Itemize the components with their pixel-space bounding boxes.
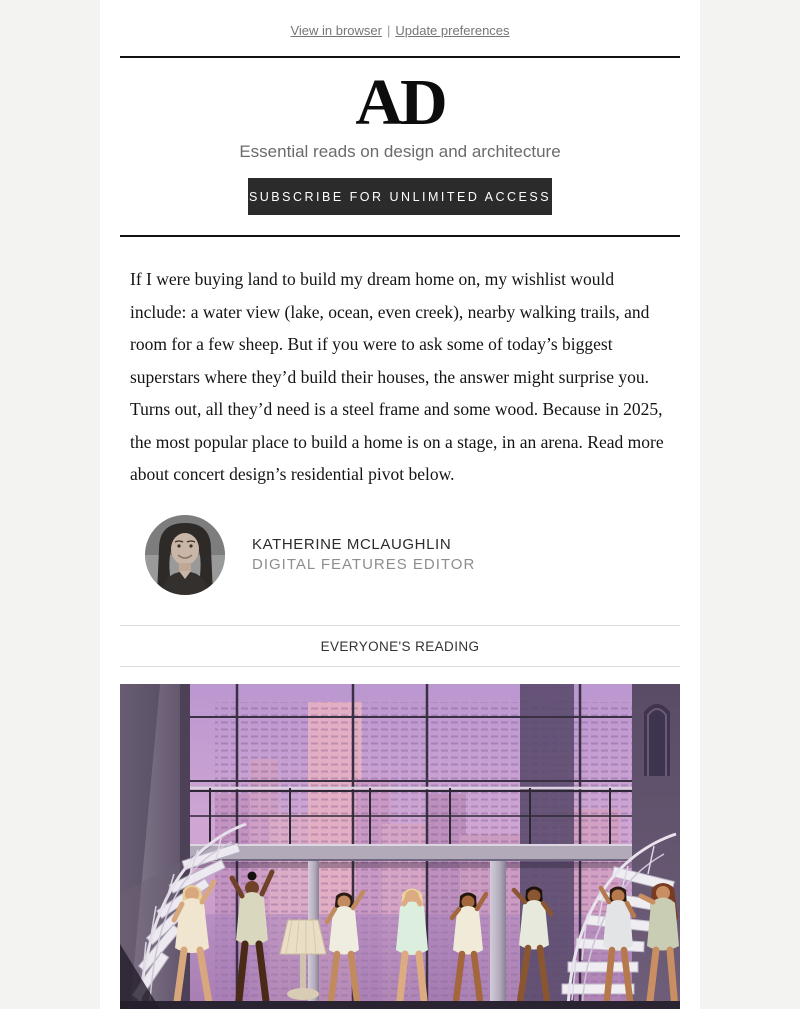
masthead-divider [120,235,680,237]
author-avatar [145,515,225,595]
mezzanine-beam [168,844,680,868]
author-portrait-graphic [145,515,225,595]
link-separator: | [386,23,391,38]
stage-floor [120,1001,680,1009]
section-divider-bottom [120,666,680,667]
author-meta [252,536,475,573]
author-title: DIGITAL FEATURES EDITOR [252,556,476,573]
email-newsletter [100,0,700,1009]
author-name: KATHERINE MCLAUGHLIN [252,536,452,553]
intro-paragraph: If I were buying land to build my dream home on, my wishlist would include: a water view (lake, ocean, even creek), nearby walking trails, and room for a few sheep. But if you were to ask some of today’s biggest superstars where they’d build their houses, the answer might surprise you. Turns out, all they’d need is a steel frame and some wood. Because in 2025, the most popular place to build a home is on a stage, in an arena. Read more about concert design’s residential pivot below. [130,269,664,484]
subscribe-button[interactable]: SUBSCRIBE FOR UNLIMITED ACCESS [248,178,552,215]
author-block [145,515,680,595]
section-header [120,625,680,667]
preferences-bar [100,0,700,56]
view-in-browser-link[interactable]: View in browser [290,23,382,38]
section-heading: EVERYONE'S READING [320,638,480,654]
ad-logo[interactable]: AD [355,66,445,139]
update-preferences-link[interactable]: Update preferences [395,23,510,38]
feature-image-concert-stage[interactable] [120,684,680,1009]
masthead [120,58,680,235]
tagline: Essential reads on design and architecture [239,142,561,161]
